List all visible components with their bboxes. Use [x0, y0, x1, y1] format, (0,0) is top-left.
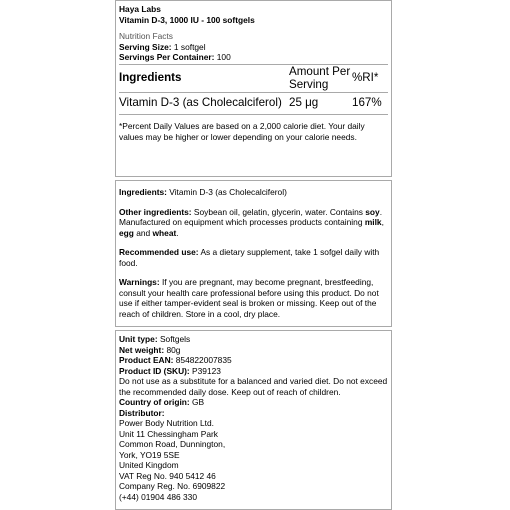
net-weight: [119, 345, 388, 356]
country-of-origin: [119, 397, 388, 408]
warnings-paragraph: [119, 277, 388, 319]
allergen-wheat: wheat: [152, 227, 177, 238]
servings-per-container: [119, 52, 388, 63]
ean-value: 854822007835: [173, 355, 232, 365]
col-ri-header: %RI*: [352, 71, 379, 85]
nutrition-facts-heading: Nutrition Facts: [119, 31, 173, 41]
unit-type: [119, 334, 388, 345]
other-text: Soybean oil, gelatin, glycerin, water. Contains: [191, 206, 366, 217]
servings-value: 100: [214, 52, 231, 62]
distributor-label: Distributor:: [119, 407, 165, 418]
other-text: .: [176, 227, 179, 238]
recommended-use-text: As a dietary supplement, take 1 sofgel daily with food.: [119, 247, 380, 268]
product-name: Vitamin D-3, 1000 IU - 100 softgels: [119, 14, 255, 25]
col-amount-header: Amount Per Serving: [289, 64, 351, 91]
unit-type-value: Softgels: [157, 334, 191, 344]
unit-type-label: Unit type:: [119, 334, 158, 344]
distributor-line: United Kingdom: [119, 460, 179, 470]
other-text: and: [133, 227, 153, 238]
origin-label: Country of origin:: [119, 397, 190, 407]
serving-size-value: 1 softgel: [171, 41, 206, 52]
serving-size-label: Serving Size:: [119, 41, 172, 52]
nutrition-rows: [119, 96, 388, 110]
sku-value: P39123: [189, 365, 221, 376]
row-amount: 25 μg: [289, 95, 319, 109]
product-info-panel: [115, 330, 392, 510]
distributor-line: York, YO19 5SE: [119, 449, 180, 460]
product-ean: [119, 355, 388, 366]
other-text: ,: [381, 217, 384, 227]
distributor-line: VAT Reg No. 940 5412 46: [119, 470, 216, 481]
recommended-use-label: Recommended use:: [119, 247, 199, 257]
col-ingredients-header: Ingredients: [119, 71, 182, 85]
allergen-milk: milk: [364, 217, 382, 227]
other-ingredients-paragraph: [119, 207, 388, 239]
servings-label: Servings Per Container:: [119, 52, 215, 62]
recommended-use-paragraph: [119, 247, 388, 268]
nutrition-table: [119, 65, 388, 92]
distributor-line: Power Body Nutrition Ltd.: [119, 418, 214, 428]
ingredients-panel: [115, 180, 392, 327]
serving-size: [119, 42, 388, 53]
distributor-line: Common Road, Dunnington,: [119, 439, 226, 449]
brand-name: Haya Labs: [119, 4, 161, 14]
nutrition-facts-panel: [115, 0, 392, 177]
warnings-text: If you are pregnant, may become pregnant, brestfeeding, consult your health care professional before using this product. Do not use if either tamper-evident seal is broken or missing. Keep out of the reach of children. Store in a cool, dry place.: [119, 277, 379, 319]
origin-value: GB: [189, 397, 205, 407]
product-sku: [119, 366, 388, 377]
allergen-egg: egg: [119, 227, 134, 238]
distributor-line: (+44) 01904 486 330: [119, 491, 198, 502]
warnings-label: Warnings:: [119, 277, 160, 287]
distributor-line: Company Reg. No. 6909822: [119, 481, 226, 491]
ingredients-label: Ingredients:: [119, 187, 167, 197]
other-text: . Manufactured on equipment which processes products containing: [119, 206, 383, 227]
allergen-soy: soy: [365, 206, 380, 217]
divider: [119, 92, 388, 93]
net-weight-label: Net weight:: [119, 344, 165, 355]
daily-values-footnote: *Percent Daily Values are based on a 2,000 calorie diet. Your daily values may be higher or lower depending on your calorie needs.: [119, 121, 365, 142]
other-ingredients-label: Other ingredients:: [119, 206, 192, 217]
distributor-line: Unit 11 Chessingham Park: [119, 428, 218, 439]
ean-label: Product EAN:: [119, 355, 174, 365]
row-ri: 167%: [352, 95, 382, 109]
disclaimer-text: Do not use as a substitute for a balanced and varied diet. Do not exceed the recommended daily dose. Keep out of reach of children.: [119, 376, 388, 397]
row-ingredient-name: Vitamin D-3 (as Cholecalciferol): [119, 95, 282, 109]
sku-label: Product ID (SKU):: [119, 365, 190, 376]
ingredients-text: Vitamin D-3 (as Cholecalciferol): [166, 187, 287, 197]
table-header-row: [119, 65, 388, 92]
table-row: [119, 96, 388, 110]
ingredients-paragraph: [119, 187, 388, 198]
net-weight-value: 80g: [164, 344, 181, 355]
